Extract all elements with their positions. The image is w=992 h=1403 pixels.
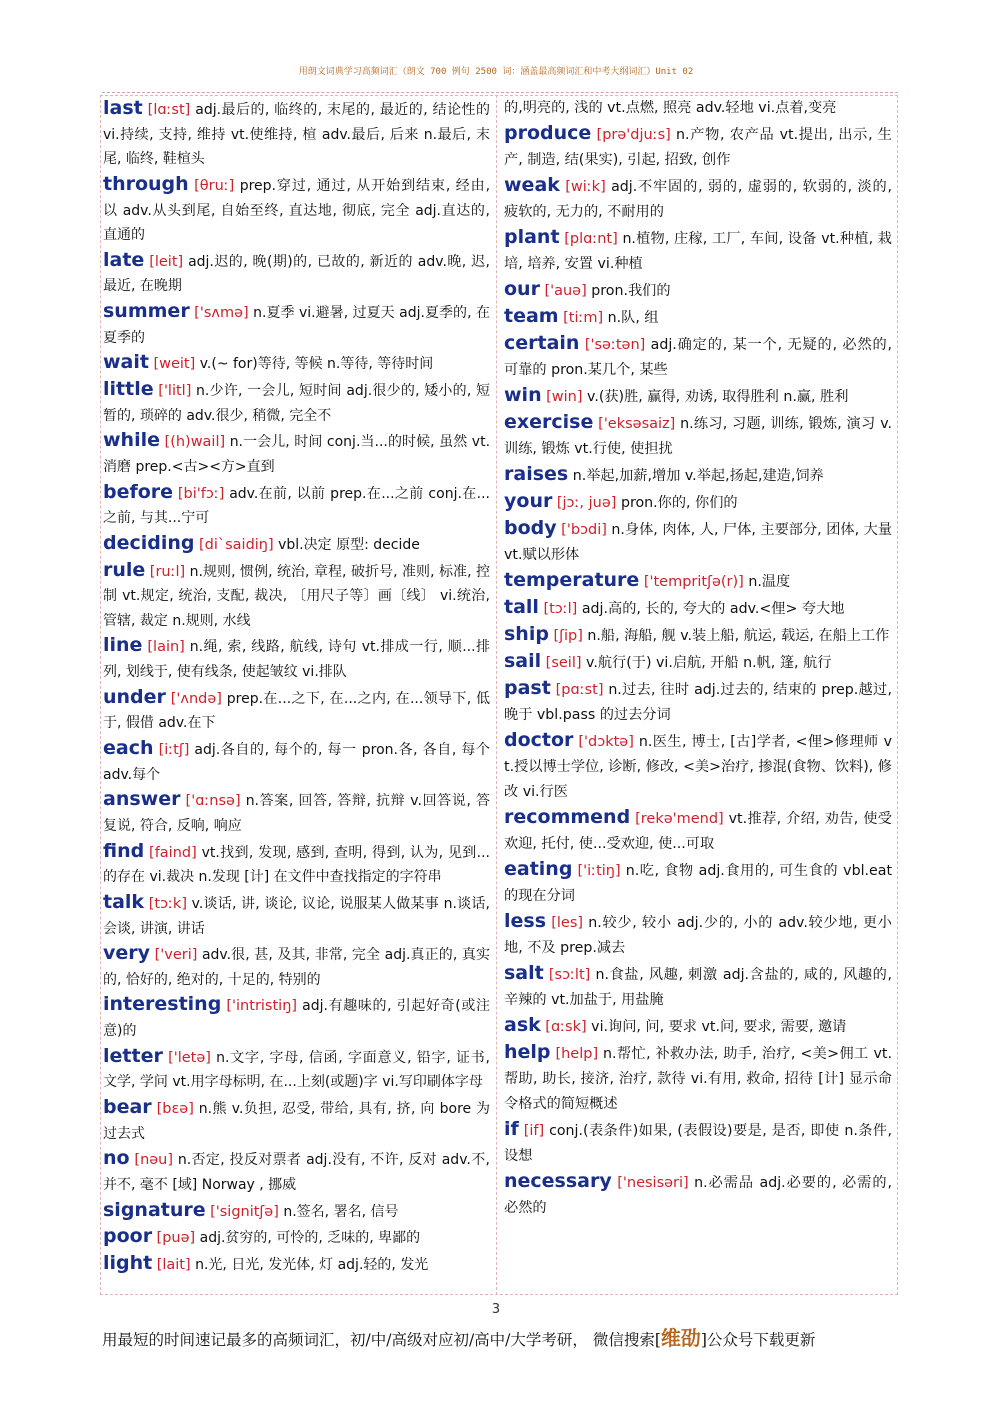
- vocab-entry: [103, 172, 490, 248]
- vocab-entry: [504, 410, 892, 462]
- vocab-entry: [103, 299, 490, 350]
- vocab-entry: [103, 633, 490, 684]
- entry-phonetic: ['auə]: [544, 283, 587, 299]
- vocab-entry: [103, 248, 490, 299]
- entry-definition: n.必需品 adj.必要的, 必需的, 必然的: [504, 1175, 892, 1216]
- entry-phonetic: [ruːl]: [149, 563, 186, 580]
- entry-word: raises: [504, 463, 569, 485]
- entry-word: help: [504, 1041, 551, 1063]
- entry-definition: adv.在前, 以前 prep.在...之前 conj.在...之前, 与其...宁可: [103, 485, 490, 527]
- entry-phonetic: [if]: [523, 1123, 545, 1139]
- entry-definition: n.船, 海船, 舰 v.装上船, 航运, 载运, 在船上工作: [587, 628, 890, 644]
- vocab-entry: [504, 383, 892, 410]
- footer-text: 用最短的时间速记最多的高频词汇，初/中/高级对应初/高中/大学考研， 微信搜索[: [102, 1331, 661, 1349]
- entry-definition: v.航行(于) vi.启航, 开船 n.帆, 篷, 航行: [586, 655, 832, 671]
- vocab-entry: [103, 1044, 490, 1095]
- vocab-entry: [103, 992, 490, 1043]
- vocab-entry: [103, 96, 490, 172]
- entry-definition: n.帮忙, 补救办法, 助手, 治疗, <美>佣工 vt.帮助, 助长, 接济, 治疗, 款待 vi.有用, 救命, 招待 [计] 显示命令格式的简短概述: [504, 1046, 892, 1112]
- entry-word: tall: [504, 596, 539, 618]
- entry-definition: adj.高的, 长的, 夸大的 adv.<俚> 夸大地: [581, 601, 845, 617]
- entry-word: ask: [504, 1014, 541, 1036]
- footer: [102, 1322, 897, 1351]
- entry-definition: adv.很, 甚, 及其, 非常, 完全 adj.真正的, 真实的, 恰好的, 绝对的, 十足的, 特别的: [103, 947, 490, 988]
- entry-phonetic: [win]: [546, 389, 583, 405]
- entry-word: win: [504, 384, 542, 406]
- entry-phonetic: [help]: [555, 1046, 599, 1062]
- entry-definition: n.熊 v.负担, 忍受, 带给, 具有, 挤, 向 bore 为过去式: [103, 1100, 491, 1142]
- vocab-entry: [504, 568, 892, 595]
- entry-definition: n.食盐, 风趣, 刺激 adj.含盐的, 咸的, 风趣的, 辛辣的 vt.加盐于, 用盐腌: [504, 967, 892, 1008]
- vocab-entry: [504, 805, 892, 857]
- entry-phonetic: [weit]: [153, 356, 196, 373]
- vocab-entry: [504, 96, 892, 121]
- entry-word: team: [504, 305, 559, 327]
- left-column: [103, 96, 490, 1277]
- entry-phonetic: [jɔː, juə]: [556, 495, 617, 511]
- entry-definition: n.文字, 字母, 信函, 字面意义, 铅字, 证书, 文学, 学问 vt.用字母标明, 在...上刻(或题)字 vi.写印刷体字母: [103, 1049, 490, 1091]
- entry-definition: pron.我们的: [591, 283, 671, 299]
- entry-phonetic: ['sʌmə]: [194, 305, 249, 322]
- entry-word: poor: [103, 1225, 153, 1248]
- entry-word: recommend: [504, 806, 631, 828]
- entry-word: your: [504, 490, 553, 512]
- entry-phonetic: [ʃip]: [553, 628, 583, 644]
- entry-definition: n.产物, 农产品 vt.提出, 出示, 生产, 制造, 结(果实), 引起, 招致, 创作: [504, 127, 892, 168]
- entry-word: past: [504, 677, 551, 699]
- entry-word: interesting: [103, 993, 222, 1016]
- entry-definition: n.绳, 索, 线路, 航线, 诗句 vt.排成一行, 顺...排列, 划线于, 使有线条, 使起皱纹 vi.排队: [103, 639, 491, 681]
- vocab-entry: [103, 531, 490, 558]
- entry-word: light: [103, 1251, 153, 1274]
- entry-definition: v.(获)胜, 赢得, 劝诱, 取得胜利 n.赢, 胜利: [587, 389, 849, 405]
- vocab-entry: [103, 839, 490, 890]
- entry-definition: n.医生, 博士, [古]学者, <俚>修理师 vt.授以博士学位, 诊断, 修改, <美>治疗, 掺混(食物、饮料), 修改 vi.行医: [504, 734, 892, 800]
- entry-word: body: [504, 517, 557, 539]
- entry-word: signature: [103, 1198, 206, 1221]
- entry-word: temperature: [504, 569, 640, 591]
- entry-phonetic: ['letə]: [168, 1049, 211, 1066]
- entry-definition: v.谈话, 讲, 谈论, 议论, 说服某人做某事 n.谈话, 会谈, 讲演, 讲话: [103, 895, 491, 937]
- entry-phonetic: [(h)wail]: [164, 434, 226, 451]
- entry-definition: n.签名, 署名, 信号: [283, 1203, 399, 1220]
- vocab-entry: [504, 909, 892, 961]
- entry-phonetic: ['ɑːnsə]: [185, 793, 241, 810]
- entry-phonetic: [nəu]: [134, 1152, 174, 1169]
- entry-definition: n.植物, 庄稼, 工厂, 车间, 设备 vt.种植, 栽培, 培养, 安置 vi.种植: [504, 231, 892, 272]
- entry-word: through: [103, 172, 189, 195]
- entry-phonetic: [sɔːlt]: [548, 967, 591, 983]
- entry-definition: n.规则, 惯例, 统治, 章程, 破折号, 准则, 标准, 控制 vt.规定, 统治, 支配, 裁决, 〔用尺子等〕画〔线〕 vi.统治, 管辖, 裁定 n.规则, 水线: [103, 563, 490, 629]
- page-number: 3: [491, 1302, 501, 1317]
- entry-phonetic: [bɛə]: [156, 1100, 194, 1117]
- entry-definition: adj.最后的, 临终的, 末尾的, 最近的, 结论性的 vi.持续, 支持, 维持 vt.使维持, 楦 adv.最后, 后来 n.最后, 末尾, 临终, 鞋楦头: [103, 102, 491, 168]
- entry-word: sail: [504, 650, 542, 672]
- entry-word: last: [103, 97, 143, 119]
- entry-phonetic: [lait]: [156, 1256, 191, 1273]
- entry-phonetic: [plɑːnt]: [564, 231, 618, 247]
- vocab-entry: [504, 595, 892, 622]
- entry-word: before: [103, 480, 174, 503]
- entry-definition: vt.找到, 发现, 感到, 查明, 得到, 认为, 见到...的存在 vi.裁决 n.发现 [计] 在文件中查找指定的字符串: [103, 844, 491, 886]
- vocab-entry: [103, 1146, 490, 1197]
- entry-definition: n.少许, 一会儿, 短时间 adj.很少的, 矮小的, 短暂的, 琐碎的 adv.很少, 稍微, 完全不: [103, 383, 491, 424]
- entry-word: summer: [103, 300, 190, 323]
- entry-word: letter: [103, 1044, 163, 1067]
- entry-definition: vbl.决定 原型: decide: [278, 536, 420, 553]
- entry-word: bear: [103, 1095, 152, 1118]
- vocab-entry: [103, 736, 490, 787]
- entry-word: little: [103, 378, 154, 401]
- entry-word: while: [103, 429, 160, 452]
- entry-word: find: [103, 839, 145, 862]
- vocab-entry: [504, 304, 892, 331]
- entry-definition: pron.你的, 你们的: [620, 495, 738, 511]
- entry-phonetic: [les]: [551, 915, 584, 931]
- vocab-entry: [504, 489, 892, 516]
- vocab-entry: [103, 377, 490, 428]
- entry-word: if: [504, 1118, 519, 1140]
- entry-phonetic: [ɑːsk]: [545, 1019, 587, 1035]
- page-header: 用朗文词典学习高频词汇（朗文 700 例句 2500 词：涵盖最高频词汇和中考大纲词汇）Unit 02: [298, 67, 694, 77]
- entry-definition: prep.在...之下, 在...之内, 在...领导下, 低于, 假借 adv.在下: [103, 690, 491, 732]
- entry-word: produce: [504, 122, 592, 144]
- entry-word: deciding: [103, 531, 195, 554]
- vocab-entry: [103, 558, 490, 634]
- vocab-entry: [504, 1040, 892, 1117]
- entry-definition: n.队, 组: [607, 310, 659, 326]
- vocab-entry: [504, 173, 892, 225]
- vocab-entry: [103, 1224, 490, 1251]
- entry-phonetic: [di`saidiŋ]: [198, 536, 274, 553]
- vocab-entry: [504, 277, 892, 304]
- vocab-entry: [504, 676, 892, 728]
- entry-phonetic: ['dɔktə]: [578, 734, 634, 750]
- vocab-entry: [504, 462, 892, 489]
- entry-definition: n.身体, 肉体, 人, 尸体, 主要部分, 团体, 大量 vt.赋以形体: [504, 522, 893, 563]
- entry-definition: vi.询问, 问, 要求 vt.问, 要求, 需要, 邀请: [591, 1019, 847, 1035]
- entry-phonetic: [θruː]: [194, 177, 235, 194]
- vocab-entry: [103, 350, 490, 377]
- entry-word: doctor: [504, 729, 574, 751]
- entry-definition: adj.确定的, 某一个, 无疑的, 必然的, 可靠的 pron.某几个, 某些: [504, 337, 893, 378]
- vocab-entry: [504, 649, 892, 676]
- entry-phonetic: [seil]: [545, 655, 582, 671]
- vocab-entry: [504, 728, 892, 805]
- vocab-entry: [504, 961, 892, 1013]
- vocab-entry: [504, 516, 892, 568]
- entry-phonetic: ['eksəsaiz]: [598, 416, 676, 432]
- column-divider: [496, 95, 497, 1295]
- entry-definition: adj.有趣味的, 引起好奇(或注意)的: [103, 998, 490, 1040]
- vocab-entry: [103, 428, 490, 479]
- right-column: [504, 96, 892, 1221]
- entry-word: exercise: [504, 411, 594, 433]
- entry-phonetic: [bi'fɔː]: [177, 485, 225, 502]
- entry-definition: n.一会儿, 时间 conj.当...的时候, 虽然 vt.消磨 prep.<古><方>直到: [103, 434, 491, 475]
- entry-phonetic: [tɔːk]: [148, 895, 187, 912]
- entry-word: ship: [504, 623, 549, 645]
- entry-definition: n.练习, 习题, 训练, 锻炼, 演习 v.训练, 锻炼 vt.行使, 使担扰: [504, 416, 893, 457]
- entry-definition: v.(~ for)等待, 等候 n.等待, 等待时间: [199, 356, 434, 373]
- entry-phonetic: ['ʌndə]: [170, 690, 222, 707]
- entry-phonetic: ['veri]: [154, 947, 198, 964]
- entry-word: certain: [504, 332, 580, 354]
- vocab-entry: [504, 331, 892, 383]
- entry-word: weak: [504, 174, 560, 196]
- entry-definition: 的,明亮的, 浅的 vt.点燃, 照亮 adv.轻地 vi.点着,变亮: [504, 100, 837, 116]
- entry-definition: conj.(表条件)如果, (表假设)要是, 是否, 即使 n.条件, 设想: [504, 1123, 892, 1164]
- vocab-entry: [504, 1013, 892, 1040]
- entry-definition: n.过去, 往时 adj.过去的, 结束的 prep.越过, 晚于 vbl.pass 的过去分词: [504, 682, 893, 723]
- entry-definition: adj.贫穷的, 可怜的, 乏味的, 卑鄙的: [199, 1230, 421, 1247]
- entry-definition: n.吃, 食物 adj.食用的, 可生食的 vbl.eat 的现在分词: [504, 863, 893, 904]
- entry-word: wait: [103, 351, 149, 374]
- entry-phonetic: ['iːtiŋ]: [577, 863, 621, 879]
- entry-phonetic: ['intristiŋ]: [226, 998, 298, 1015]
- vocab-entry: [103, 685, 490, 736]
- vocab-entry: [504, 225, 892, 277]
- entry-phonetic: [iːtʃ]: [158, 742, 190, 759]
- entry-phonetic: ['nesisəri]: [617, 1175, 689, 1191]
- vocab-entry: [504, 1169, 892, 1221]
- entry-word: no: [103, 1147, 130, 1170]
- entry-definition: n.答案, 回答, 答辩, 抗辩 v.回答说, 答复说, 符合, 反响, 响应: [103, 793, 490, 834]
- entry-definition: vt.推荐, 介绍, 劝告, 使受欢迎, 托付, 使...受欢迎, 使...可取: [504, 811, 892, 852]
- entry-word: under: [103, 685, 166, 708]
- entry-phonetic: [tɔːl]: [543, 601, 578, 617]
- entry-definition: n.否定, 投反对票者 adj.没有, 不许, 反对 adv.不, 并不, 毫不 [域] Norway , 挪威: [103, 1152, 491, 1193]
- entry-definition: n.夏季 vi.避暑, 过夏天 adj.夏季的, 在夏季的: [103, 305, 491, 346]
- entry-word: eating: [504, 858, 573, 880]
- entry-word: necessary: [504, 1170, 612, 1192]
- vocab-entry: [103, 480, 490, 531]
- entry-definition: prep.穿过, 通过, 从开始到结束, 经由, 以 adv.从头到尾, 自始至终, 直达地, 彻底, 完全 adj.直达的, 直通的: [103, 177, 491, 244]
- entry-phonetic: [rekə'mend]: [635, 811, 724, 827]
- entry-definition: n.温度: [748, 574, 791, 590]
- entry-phonetic: ['signitʃə]: [210, 1203, 279, 1220]
- entry-word: less: [504, 910, 547, 932]
- entry-word: each: [103, 737, 154, 760]
- entry-phonetic: [wiːk]: [565, 179, 606, 195]
- vocab-entry: [504, 622, 892, 649]
- vocab-entry: [504, 1117, 892, 1169]
- entry-definition: adj.不牢固的, 弱的, 虚弱的, 软弱的, 淡的, 疲软的, 无力的, 不耐用的: [504, 179, 893, 220]
- entry-phonetic: [faind]: [149, 844, 197, 861]
- entry-word: talk: [103, 890, 145, 913]
- footer-brand: 维劭: [660, 1326, 701, 1350]
- entry-definition: n.光, 日光, 发光体, 灯 adj.轻的, 发光: [195, 1256, 429, 1273]
- entry-phonetic: [tiːm]: [563, 310, 604, 326]
- entry-word: very: [103, 942, 151, 965]
- header-rule: [102, 92, 898, 93]
- vocab-entry: [103, 890, 490, 941]
- entry-phonetic: [lain]: [147, 639, 185, 656]
- entry-phonetic: [puə]: [156, 1230, 196, 1247]
- vocab-entry: [103, 1251, 490, 1278]
- entry-phonetic: ['tempritʃə(r)]: [643, 574, 744, 590]
- footer-text-end: ]公众号下载更新: [700, 1331, 816, 1349]
- entry-definition: n.举起,加薪,增加 v.举起,扬起,建造,饲养: [572, 468, 824, 484]
- vocab-entry: [103, 1095, 490, 1146]
- entry-word: line: [103, 634, 143, 657]
- vocab-entry: [103, 787, 490, 838]
- entry-word: our: [504, 278, 540, 300]
- entry-word: salt: [504, 962, 544, 984]
- vocab-entry: [103, 1198, 490, 1225]
- entry-phonetic: [lɑːst]: [147, 102, 191, 118]
- entry-phonetic: [leit]: [149, 253, 184, 270]
- entry-phonetic: [pɑːst]: [555, 682, 604, 698]
- vocab-entry: [504, 121, 892, 173]
- entry-definition: adj.各自的, 每个的, 每一 pron.各, 各自, 每个 adv.每个: [103, 742, 490, 783]
- entry-phonetic: ['səːtən]: [584, 337, 646, 353]
- entry-definition: adj.迟的, 晚(期)的, 已故的, 新近的 adv.晚, 迟, 最近, 在晚期: [103, 253, 490, 295]
- vocab-entry: [103, 941, 490, 992]
- entry-definition: n.较少, 较小 adj.少的, 小的 adv.较少地, 更小地, 不及 prep.减去: [504, 915, 892, 956]
- entry-word: rule: [103, 558, 146, 581]
- entry-word: answer: [103, 788, 181, 811]
- entry-phonetic: ['bɔdi]: [561, 522, 607, 538]
- vocab-entry: [504, 857, 892, 909]
- entry-phonetic: ['litl]: [158, 383, 192, 400]
- entry-word: plant: [504, 226, 560, 248]
- entry-word: late: [103, 248, 145, 271]
- entry-phonetic: [prə'djuːs]: [596, 127, 671, 143]
